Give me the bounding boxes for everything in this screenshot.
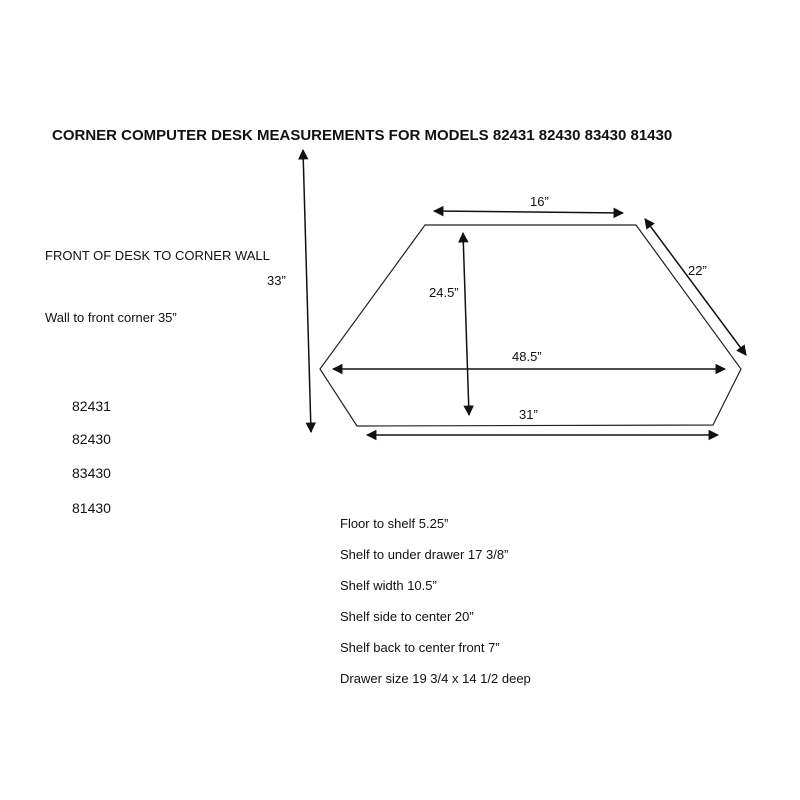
spec-line: Floor to shelf 5.25” [340, 516, 449, 531]
page-title: CORNER COMPUTER DESK MEASUREMENTS FOR MODELS 82431 82430 83430 81430 [52, 127, 673, 144]
full-width-label: 48.5” [512, 349, 542, 364]
model-number: 81430 [72, 500, 111, 516]
spec-line: Shelf width 10.5” [340, 578, 437, 593]
depth-arrow [463, 233, 469, 415]
overall-depth-arrow [303, 150, 311, 432]
model-number: 82430 [72, 431, 111, 447]
spec-line: Shelf side to center 20” [340, 609, 474, 624]
model-number: 82431 [72, 398, 111, 414]
front-to-corner-label: FRONT OF DESK TO CORNER WALL [45, 248, 270, 263]
back-width-label: 16” [530, 194, 549, 209]
overall-depth-label: 33” [267, 273, 286, 288]
spec-line: Drawer size 19 3/4 x 14 1/2 deep [340, 671, 531, 686]
desk-outline [320, 225, 741, 426]
wall-to-front-corner-label: Wall to front corner 35” [45, 310, 177, 325]
model-number: 83430 [72, 465, 111, 481]
side-length-arrow [645, 219, 746, 355]
back-width-arrow [434, 211, 623, 213]
depth-label: 24.5” [429, 285, 459, 300]
spec-line: Shelf back to center front 7” [340, 640, 500, 655]
spec-line: Shelf to under drawer 17 3/8” [340, 547, 509, 562]
front-width-label: 31” [519, 407, 538, 422]
side-length-label: 22” [688, 263, 707, 278]
